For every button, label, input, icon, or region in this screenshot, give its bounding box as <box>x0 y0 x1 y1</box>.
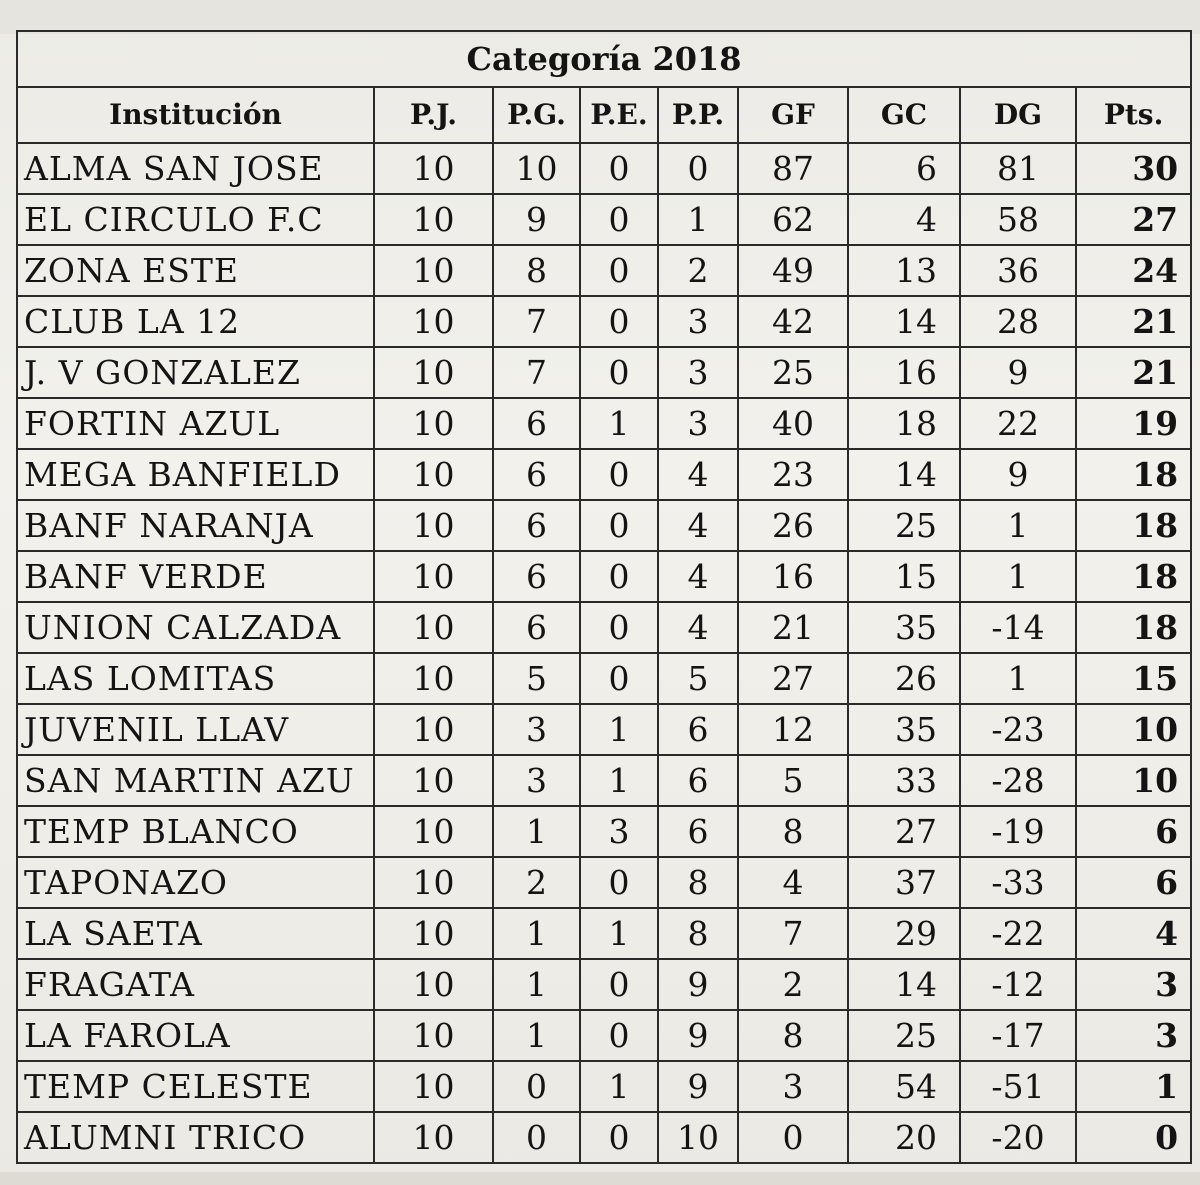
team-name-cell: J. V GONZALEZ <box>17 347 374 398</box>
team-name-cell: FRAGATA <box>17 959 374 1010</box>
goals-for-cell: 25 <box>738 347 848 398</box>
lost-cell: 8 <box>658 857 738 908</box>
points-cell: 30 <box>1076 143 1191 194</box>
goal-difference-cell: -33 <box>960 857 1076 908</box>
drawn-cell: 0 <box>580 347 658 398</box>
goals-against-cell: 16 <box>848 347 960 398</box>
team-name-cell: SAN MARTIN AZU <box>17 755 374 806</box>
goals-against-cell: 33 <box>848 755 960 806</box>
goals-against-cell: 20 <box>848 1112 960 1163</box>
drawn-cell: 1 <box>580 908 658 959</box>
goals-for-cell: 12 <box>738 704 848 755</box>
played-cell: 10 <box>374 1010 493 1061</box>
won-cell: 3 <box>493 755 580 806</box>
won-cell: 2 <box>493 857 580 908</box>
table-row <box>17 296 1191 347</box>
table-row <box>17 500 1191 551</box>
team-name-cell: JUVENIL LLAV <box>17 704 374 755</box>
drawn-cell: 0 <box>580 551 658 602</box>
lost-cell: 10 <box>658 1112 738 1163</box>
drawn-cell: 3 <box>580 806 658 857</box>
team-name-cell: UNION CALZADA <box>17 602 374 653</box>
points-cell: 19 <box>1076 398 1191 449</box>
points-cell: 27 <box>1076 194 1191 245</box>
title-row <box>17 31 1191 87</box>
table-row <box>17 347 1191 398</box>
played-cell: 10 <box>374 1112 493 1163</box>
goal-difference-cell: 81 <box>960 143 1076 194</box>
goals-against-cell: 18 <box>848 398 960 449</box>
goals-for-cell: 7 <box>738 908 848 959</box>
header-row <box>17 87 1191 143</box>
table-title: Categoría 2018 <box>17 31 1191 87</box>
won-cell: 8 <box>493 245 580 296</box>
lost-cell: 4 <box>658 500 738 551</box>
lost-cell: 3 <box>658 347 738 398</box>
table-row <box>17 1010 1191 1061</box>
goals-for-cell: 49 <box>738 245 848 296</box>
goals-for-cell: 5 <box>738 755 848 806</box>
table-row <box>17 449 1191 500</box>
team-name-cell: ALUMNI TRICO <box>17 1112 374 1163</box>
goal-difference-cell: -19 <box>960 806 1076 857</box>
goals-for-cell: 62 <box>738 194 848 245</box>
lost-cell: 4 <box>658 449 738 500</box>
won-cell: 1 <box>493 908 580 959</box>
goals-against-cell: 6 <box>848 143 960 194</box>
table-row <box>17 653 1191 704</box>
table-row <box>17 551 1191 602</box>
goals-against-cell: 15 <box>848 551 960 602</box>
points-cell: 21 <box>1076 347 1191 398</box>
lost-cell: 5 <box>658 653 738 704</box>
table-row <box>17 602 1191 653</box>
played-cell: 10 <box>374 704 493 755</box>
goals-for-cell: 40 <box>738 398 848 449</box>
drawn-cell: 0 <box>580 296 658 347</box>
goals-against-cell: 35 <box>848 602 960 653</box>
played-cell: 10 <box>374 959 493 1010</box>
table-row <box>17 806 1191 857</box>
column-header: Pts. <box>1076 87 1191 143</box>
goals-against-cell: 14 <box>848 959 960 1010</box>
played-cell: 10 <box>374 194 493 245</box>
table-row <box>17 143 1191 194</box>
drawn-cell: 1 <box>580 1061 658 1112</box>
points-cell: 6 <box>1076 806 1191 857</box>
won-cell: 3 <box>493 704 580 755</box>
goal-difference-cell: 9 <box>960 449 1076 500</box>
team-name-cell: LA FAROLA <box>17 1010 374 1061</box>
lost-cell: 3 <box>658 296 738 347</box>
played-cell: 10 <box>374 143 493 194</box>
table-row <box>17 245 1191 296</box>
points-cell: 10 <box>1076 755 1191 806</box>
page-bottom-margin <box>0 1172 1200 1185</box>
goal-difference-cell: 58 <box>960 194 1076 245</box>
column-header: P.E. <box>580 87 658 143</box>
won-cell: 6 <box>493 500 580 551</box>
goals-for-cell: 23 <box>738 449 848 500</box>
points-cell: 15 <box>1076 653 1191 704</box>
goals-for-cell: 16 <box>738 551 848 602</box>
drawn-cell: 0 <box>580 959 658 1010</box>
points-cell: 3 <box>1076 1010 1191 1061</box>
won-cell: 7 <box>493 347 580 398</box>
played-cell: 10 <box>374 398 493 449</box>
goal-difference-cell: 28 <box>960 296 1076 347</box>
goals-against-cell: 4 <box>848 194 960 245</box>
goals-for-cell: 8 <box>738 1010 848 1061</box>
points-cell: 24 <box>1076 245 1191 296</box>
lost-cell: 9 <box>658 1061 738 1112</box>
won-cell: 9 <box>493 194 580 245</box>
table-row <box>17 398 1191 449</box>
table-row <box>17 755 1191 806</box>
drawn-cell: 0 <box>580 653 658 704</box>
drawn-cell: 0 <box>580 500 658 551</box>
played-cell: 10 <box>374 755 493 806</box>
lost-cell: 2 <box>658 245 738 296</box>
lost-cell: 4 <box>658 551 738 602</box>
played-cell: 10 <box>374 500 493 551</box>
points-cell: 10 <box>1076 704 1191 755</box>
won-cell: 10 <box>493 143 580 194</box>
points-cell: 0 <box>1076 1112 1191 1163</box>
goals-against-cell: 29 <box>848 908 960 959</box>
team-name-cell: TAPONAZO <box>17 857 374 908</box>
goal-difference-cell: 22 <box>960 398 1076 449</box>
goals-against-cell: 27 <box>848 806 960 857</box>
goal-difference-cell: 1 <box>960 500 1076 551</box>
played-cell: 10 <box>374 1061 493 1112</box>
played-cell: 10 <box>374 908 493 959</box>
team-name-cell: BANF NARANJA <box>17 500 374 551</box>
table-row <box>17 857 1191 908</box>
goal-difference-cell: -28 <box>960 755 1076 806</box>
goals-against-cell: 25 <box>848 1010 960 1061</box>
drawn-cell: 0 <box>580 245 658 296</box>
table-row <box>17 1061 1191 1112</box>
won-cell: 0 <box>493 1112 580 1163</box>
drawn-cell: 0 <box>580 449 658 500</box>
played-cell: 10 <box>374 857 493 908</box>
team-name-cell: MEGA BANFIELD <box>17 449 374 500</box>
column-header: Institución <box>17 87 374 143</box>
drawn-cell: 0 <box>580 602 658 653</box>
points-cell: 21 <box>1076 296 1191 347</box>
goals-against-cell: 54 <box>848 1061 960 1112</box>
won-cell: 1 <box>493 806 580 857</box>
lost-cell: 0 <box>658 143 738 194</box>
goals-against-cell: 13 <box>848 245 960 296</box>
lost-cell: 9 <box>658 959 738 1010</box>
points-cell: 6 <box>1076 857 1191 908</box>
goals-for-cell: 3 <box>738 1061 848 1112</box>
column-header: P.G. <box>493 87 580 143</box>
team-name-cell: LA SAETA <box>17 908 374 959</box>
goals-for-cell: 26 <box>738 500 848 551</box>
goal-difference-cell: -20 <box>960 1112 1076 1163</box>
won-cell: 6 <box>493 449 580 500</box>
points-cell: 3 <box>1076 959 1191 1010</box>
column-header: P.J. <box>374 87 493 143</box>
goals-for-cell: 27 <box>738 653 848 704</box>
played-cell: 10 <box>374 449 493 500</box>
played-cell: 10 <box>374 653 493 704</box>
goals-against-cell: 14 <box>848 296 960 347</box>
column-header: GC <box>848 87 960 143</box>
standings-table <box>16 30 1192 1164</box>
won-cell: 0 <box>493 1061 580 1112</box>
goals-against-cell: 37 <box>848 857 960 908</box>
points-cell: 18 <box>1076 551 1191 602</box>
table-row <box>17 704 1191 755</box>
goals-against-cell: 14 <box>848 449 960 500</box>
points-cell: 4 <box>1076 908 1191 959</box>
drawn-cell: 0 <box>580 1010 658 1061</box>
won-cell: 6 <box>493 551 580 602</box>
played-cell: 10 <box>374 296 493 347</box>
won-cell: 6 <box>493 602 580 653</box>
drawn-cell: 1 <box>580 755 658 806</box>
team-name-cell: ZONA ESTE <box>17 245 374 296</box>
team-name-cell: LAS LOMITAS <box>17 653 374 704</box>
goals-for-cell: 2 <box>738 959 848 1010</box>
drawn-cell: 0 <box>580 143 658 194</box>
won-cell: 1 <box>493 1010 580 1061</box>
goals-against-cell: 35 <box>848 704 960 755</box>
goal-difference-cell: -22 <box>960 908 1076 959</box>
played-cell: 10 <box>374 806 493 857</box>
column-header: DG <box>960 87 1076 143</box>
played-cell: 10 <box>374 551 493 602</box>
won-cell: 7 <box>493 296 580 347</box>
goal-difference-cell: -23 <box>960 704 1076 755</box>
team-name-cell: CLUB LA 12 <box>17 296 374 347</box>
goal-difference-cell: -14 <box>960 602 1076 653</box>
goal-difference-cell: 1 <box>960 653 1076 704</box>
team-name-cell: ALMA SAN JOSE <box>17 143 374 194</box>
column-header: P.P. <box>658 87 738 143</box>
won-cell: 6 <box>493 398 580 449</box>
goals-for-cell: 42 <box>738 296 848 347</box>
goal-difference-cell: -17 <box>960 1010 1076 1061</box>
drawn-cell: 0 <box>580 194 658 245</box>
goals-for-cell: 87 <box>738 143 848 194</box>
goals-against-cell: 26 <box>848 653 960 704</box>
goals-for-cell: 8 <box>738 806 848 857</box>
team-name-cell: FORTIN AZUL <box>17 398 374 449</box>
played-cell: 10 <box>374 347 493 398</box>
table-row <box>17 908 1191 959</box>
points-cell: 18 <box>1076 449 1191 500</box>
team-name-cell: TEMP CELESTE <box>17 1061 374 1112</box>
goal-difference-cell: 1 <box>960 551 1076 602</box>
goal-difference-cell: -51 <box>960 1061 1076 1112</box>
goals-for-cell: 4 <box>738 857 848 908</box>
goal-difference-cell: 9 <box>960 347 1076 398</box>
lost-cell: 8 <box>658 908 738 959</box>
standings-body <box>17 143 1191 1163</box>
lost-cell: 6 <box>658 806 738 857</box>
lost-cell: 3 <box>658 398 738 449</box>
points-cell: 1 <box>1076 1061 1191 1112</box>
drawn-cell: 1 <box>580 398 658 449</box>
points-cell: 18 <box>1076 602 1191 653</box>
lost-cell: 1 <box>658 194 738 245</box>
lost-cell: 9 <box>658 1010 738 1061</box>
lost-cell: 4 <box>658 602 738 653</box>
goal-difference-cell: -12 <box>960 959 1076 1010</box>
drawn-cell: 0 <box>580 1112 658 1163</box>
team-name-cell: EL CIRCULO F.C <box>17 194 374 245</box>
drawn-cell: 1 <box>580 704 658 755</box>
lost-cell: 6 <box>658 755 738 806</box>
points-cell: 18 <box>1076 500 1191 551</box>
played-cell: 10 <box>374 602 493 653</box>
table-row <box>17 959 1191 1010</box>
lost-cell: 6 <box>658 704 738 755</box>
table-row <box>17 194 1191 245</box>
won-cell: 1 <box>493 959 580 1010</box>
team-name-cell: BANF VERDE <box>17 551 374 602</box>
won-cell: 5 <box>493 653 580 704</box>
goals-against-cell: 25 <box>848 500 960 551</box>
column-header: GF <box>738 87 848 143</box>
page-top-margin <box>0 0 1200 34</box>
table-row <box>17 1112 1191 1163</box>
goal-difference-cell: 36 <box>960 245 1076 296</box>
drawn-cell: 0 <box>580 857 658 908</box>
played-cell: 10 <box>374 245 493 296</box>
goals-for-cell: 21 <box>738 602 848 653</box>
team-name-cell: TEMP BLANCO <box>17 806 374 857</box>
goals-for-cell: 0 <box>738 1112 848 1163</box>
